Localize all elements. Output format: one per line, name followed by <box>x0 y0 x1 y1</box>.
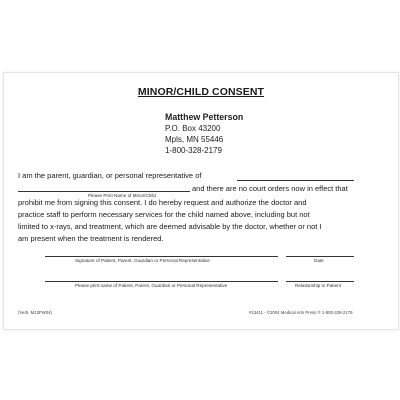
practice-phone: 1-800-328-2179 <box>165 146 222 155</box>
date-label: Date <box>314 258 324 263</box>
child-name-label: Please Print Name of Minor/Child <box>88 193 156 198</box>
consent-text-line-3: prohibit me from signing this consent. I do hereby request and authorize the doctor and <box>18 198 307 207</box>
consent-text-line-2: and there are no court orders now in effect that <box>192 184 348 193</box>
form-title <box>4 86 398 98</box>
consent-text-line-4: practice staff to perform necessary services for the child named above, including but not <box>18 210 310 219</box>
signature-line[interactable] <box>45 256 278 257</box>
practice-address-block <box>165 111 243 156</box>
practice-address-line-1: P.O. Box 43200 <box>165 124 221 133</box>
consent-text-line-1: I am the parent, guardian, or personal representative of <box>18 171 202 180</box>
signature-label: Signature of Patient, Parent, Guardian or Personal Representative <box>75 258 210 263</box>
print-name-line[interactable] <box>45 281 278 282</box>
child-name-blank-1[interactable] <box>237 180 354 181</box>
form-title-text: MINOR/CHILD CONSENT <box>137 86 265 98</box>
relationship-line[interactable] <box>286 281 354 282</box>
child-name-blank-2[interactable] <box>18 191 190 192</box>
print-name-label: Please print name of Patient, Parent, Guardian or Personal Representative <box>75 283 228 288</box>
consent-text-line-6: am present when the treatment is rendered. <box>18 234 164 243</box>
consent-form-card <box>3 72 399 330</box>
date-line[interactable] <box>286 256 354 257</box>
form-code: (Verb. M13FW04) <box>18 310 52 315</box>
publisher-info: #13411 - ©2004 Medical Arts Press ® 1-800-328-2179 <box>249 310 353 315</box>
consent-text-line-5: limited to x-rays, and treatment, which are deemed advisable by the doctor, whether or not I <box>18 222 322 231</box>
practice-address-line-2: Mpls, MN 55446 <box>165 135 224 144</box>
relationship-label: Relationship to Patient <box>295 283 341 288</box>
practice-name: Matthew Petterson <box>165 112 244 122</box>
